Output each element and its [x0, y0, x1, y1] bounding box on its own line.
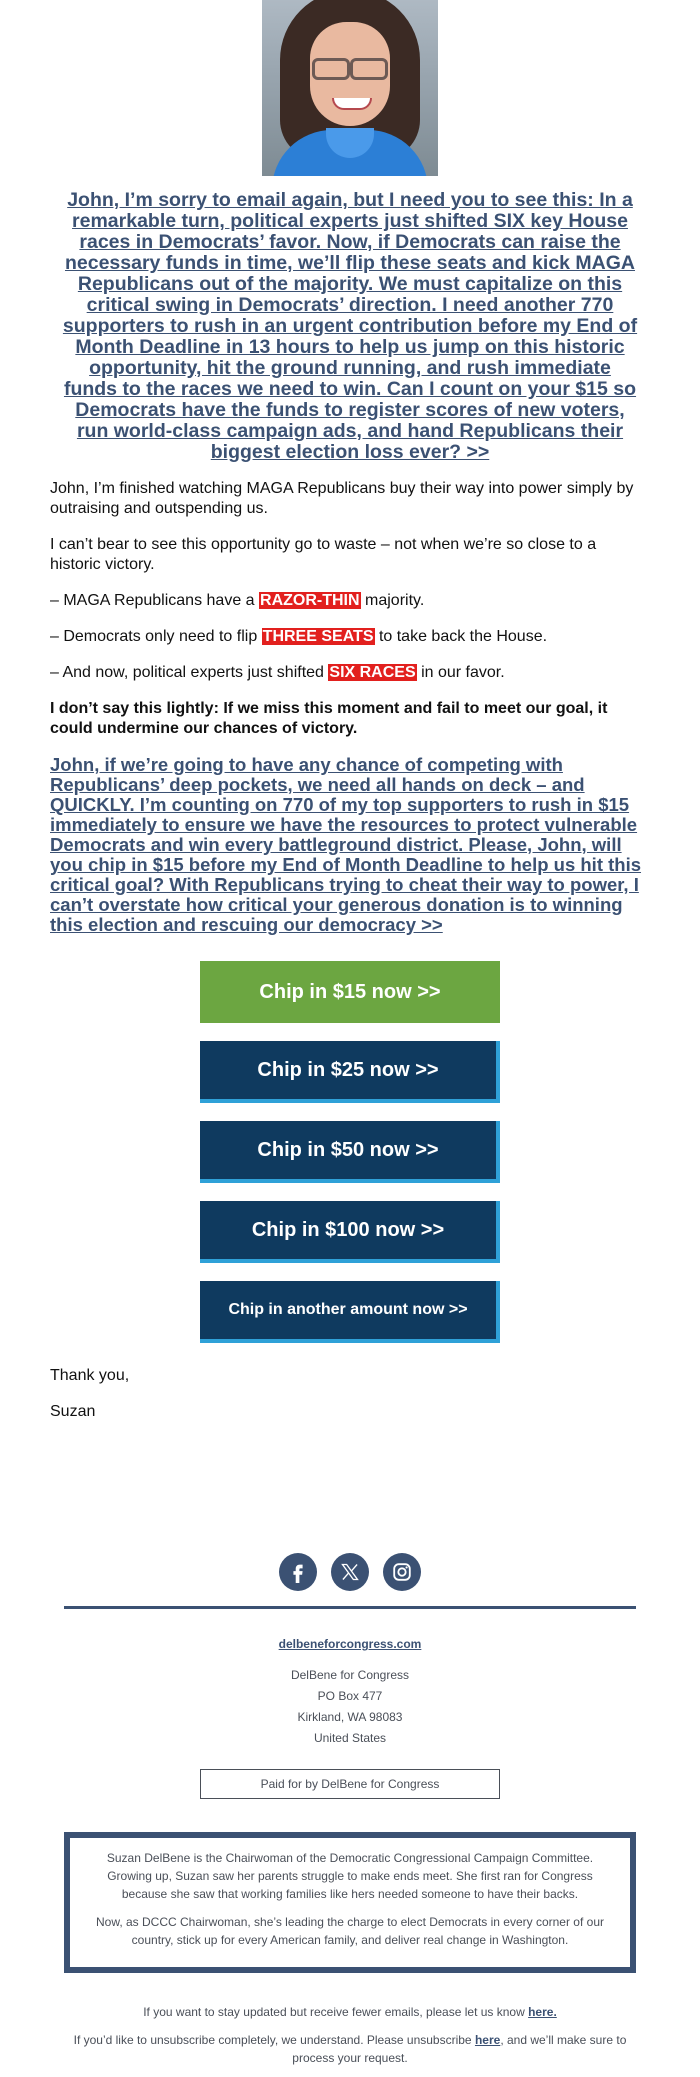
chip-in-25-button[interactable]: Chip in $25 now >> [200, 1041, 500, 1103]
bullet-majority: – MAGA Republicans have a RAZOR-THIN majority. [50, 592, 425, 609]
highlight-razor-thin: RAZOR-THIN [260, 592, 360, 609]
body-paragraph-2: I can’t bear to see this opportunity go to waste – not when we’re so close to a historic victory. [50, 536, 597, 573]
bio-paragraph-2: Now, as DCCC Chairwoman, she’s leading the charge to elect Democrats in every corner of our country, stick up for every American family, and deliver real change in Washington. [95, 1915, 604, 1947]
donation-buttons [0, 947, 700, 1343]
facebook-icon[interactable] [279, 1553, 317, 1591]
lead-donate-link[interactable]: John, I’m sorry to email again, but I need you to see this: In a remarkable turn, political experts just shifted SIX key House races in Democrats’ favor. Now, if Democrats can raise the necessary funds in time, we’ll flip these seats and kick MAGA Republicans out of the majority. We must capitalize on this critical swing in Democrats’ direction. I need another 770 supporters to rush in an urgent contribution before my End of Month Deadline in 13 hours to help us jump on this historic opportunity, hit the ground running, and rush immediate funds to the races we need to win. Can I count on your $15 so Democrats have the funds to register scores of new voters, run world-class campaign ads, and hand Republicans their biggest election loss ever? >> [62, 189, 638, 463]
website-link[interactable]: delbeneforcongress.com [278, 1637, 422, 1651]
footer [0, 1609, 700, 1799]
x-icon[interactable] [331, 1553, 369, 1591]
mailing-address [0, 1665, 700, 1749]
cta-donate-link[interactable]: John, if we’re going to have any chance of competing with Republicans’ deep pockets, we need all hands on deck – and QUICKLY. I’m counting on 770 of my top supporters to rush in $15 immediately to ensure we have the resources to protect vulnerable Democrats and win every battleground district. Please, John, will you chip in $15 before my End of Month Deadline to help us hit this critical goal? With Republicans trying to cheat their way to power, I can’t overstate how critical your generous donation is to winning this election and rescuing our democracy >> [50, 754, 642, 935]
candidate-bio-box [64, 1832, 636, 1973]
address-org: DelBene for Congress [290, 1668, 410, 1682]
chip-in-other-amount-button[interactable]: Chip in another amount now >> [200, 1281, 500, 1343]
fewer-emails-link[interactable]: here. [528, 2005, 557, 2019]
instagram-icon[interactable] [383, 1553, 421, 1591]
fewer-emails-line: If you want to stay updated but receive fewer emails, please let us know here. [143, 2005, 557, 2019]
social-links [0, 1553, 700, 1591]
chip-in-100-button[interactable]: Chip in $100 now >> [200, 1201, 500, 1263]
unsubscribe-section [0, 1973, 700, 2067]
lead-section [0, 176, 700, 463]
signoff-name: Suzan [50, 1403, 96, 1420]
address-city: Kirkland, WA 98083 [297, 1710, 403, 1724]
address-country: United States [313, 1731, 387, 1745]
bullet-six-races: – And now, political experts just shifted SIX RACES in our favor. [50, 664, 505, 681]
warning-paragraph: I don’t say this lightly: If we miss this moment and fail to meet our goal, it could undermine our chances of victory. [50, 700, 608, 737]
email-body [0, 479, 700, 935]
candidate-photo [262, 0, 438, 176]
chip-in-50-button[interactable]: Chip in $50 now >> [200, 1121, 500, 1183]
bullet-three-seats: – Democrats only need to flip THREE SEATS to take back the House. [50, 628, 548, 645]
body-paragraph-1: John, I’m finished watching MAGA Republicans buy their way into power simply by outraising and outspending us. [50, 480, 634, 517]
chip-in-15-button[interactable]: Chip in $15 now >> [200, 961, 500, 1023]
bio-paragraph-1: Suzan DelBene is the Chairwoman of the Democratic Congressional Campaign Committee. Growing up, Suzan saw her parents struggle to make ends meet. She first ran for Congress because she saw that working families like hers needed someone to have their backs. [106, 1851, 594, 1901]
unsubscribe-link[interactable]: here [474, 2033, 501, 2047]
highlight-six-races: SIX RACES [329, 664, 416, 681]
unsubscribe-line: If you’d like to unsubscribe completely, we understand. Please unsubscribe here, and we’ll make sure to process your request. [73, 2033, 627, 2065]
signoff-thanks: Thank you, [50, 1367, 130, 1384]
highlight-three-seats: THREE SEATS [262, 628, 374, 645]
address-box: PO Box 477 [317, 1689, 383, 1703]
signoff [0, 1343, 700, 1421]
paid-for-disclaimer: Paid for by DelBene for Congress [200, 1769, 500, 1799]
hero [0, 0, 700, 176]
